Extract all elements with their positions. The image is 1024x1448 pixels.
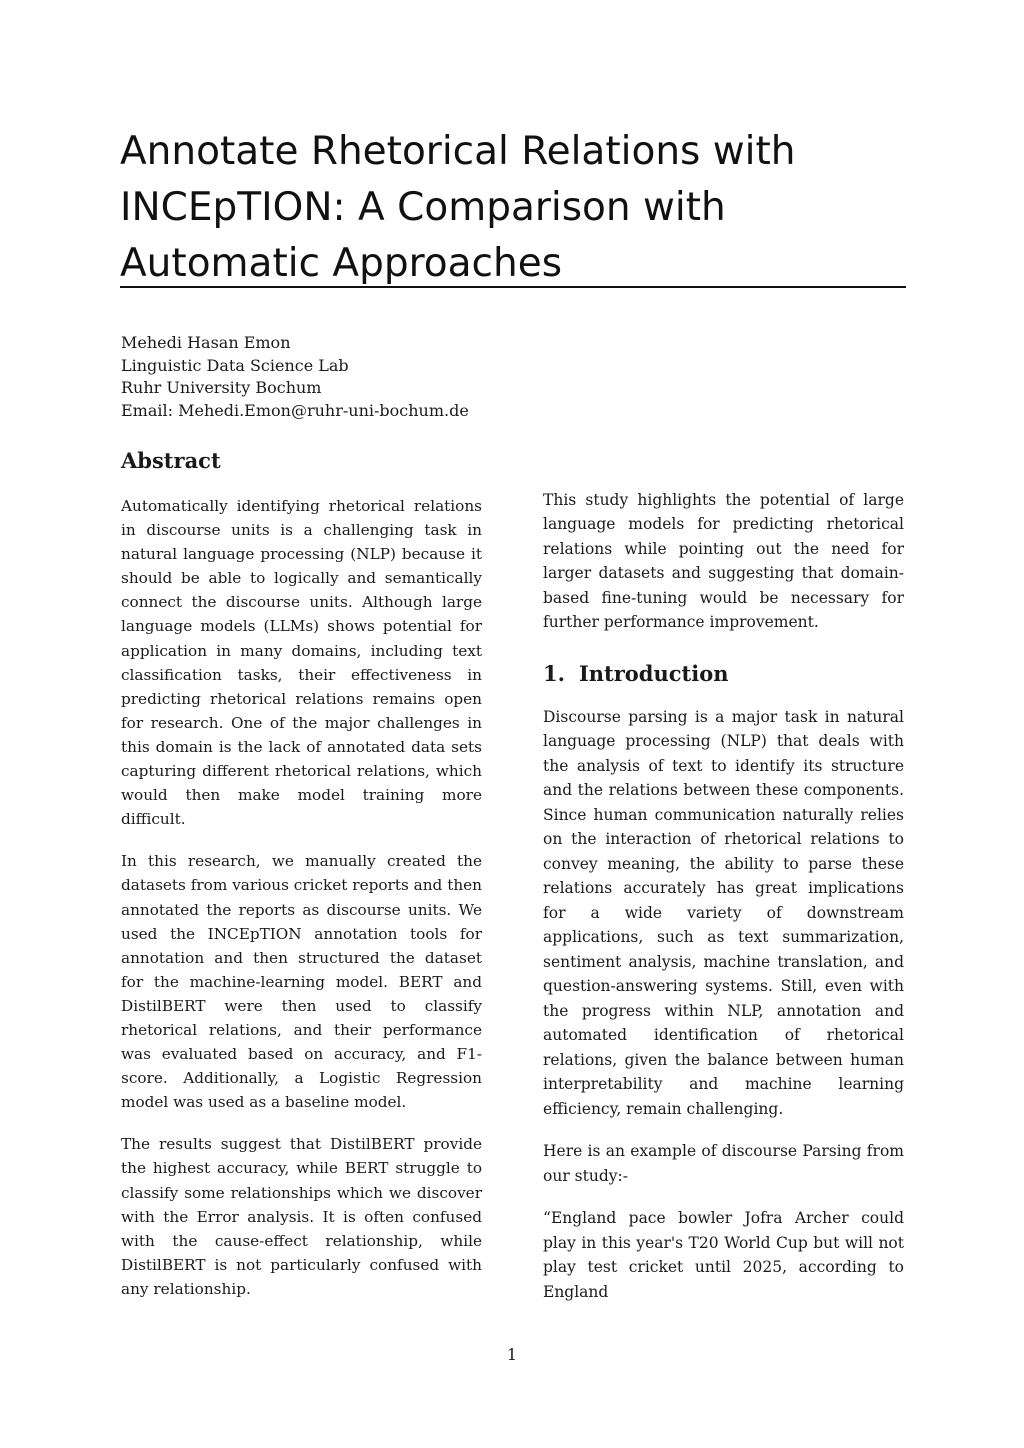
author-lab: Linguistic Data Science Lab	[121, 355, 349, 375]
left-column	[121, 494, 482, 1319]
page-number: 1	[506, 1345, 518, 1364]
title-line: Annotate Rhetorical Relations with	[120, 129, 796, 174]
title-line: INCEpTION: A Comparison with	[120, 185, 726, 230]
abstract-paragraph: The results suggest that DistilBERT provide the highest accuracy, while BERT struggle to classify some relationships which we discover with the Error analysis. It is often confused with the cause-effect relationship, while DistilBERT is not particularly confused with any relationship.	[121, 1135, 482, 1298]
title-line: Automatic Approaches	[120, 241, 563, 286]
paper-title	[120, 124, 906, 292]
title-divider	[120, 286, 906, 288]
abstract-paragraph: Automatically identifying rhetorical relations in discourse units is a challenging task in natural language processing (NLP) because it should be able to logically and semantically connect the discourse units. Although large language models (LLMs) shows potential for application in many domains, including text classification tasks, their effectiveness in predicting rhetorical relations remains open for research. One of the major challenges in this domain is the lack of annotated data sets capturing different rhetorical relations, which would then make model training more difficult.	[121, 497, 482, 829]
abstract-heading: Abstract	[121, 448, 221, 473]
author-email: Email: Mehedi.Emon@ruhr-uni-bochum.de	[121, 400, 469, 420]
author-info	[121, 332, 621, 422]
introduction-heading	[543, 659, 904, 689]
introduction-paragraph: Here is an example of discourse Parsing from our study:-	[543, 1142, 904, 1185]
right-column	[543, 488, 904, 1322]
abstract-paragraph: In this research, we manually created the datasets from various cricket reports and then annotated the reports as discourse units. We used the INCEpTION annotation tools for annotation and then structured the dataset for the machine-learning model. BERT and DistilBERT were then used to classify rhetorical relations, and their performance was evaluated based on accuracy, and F1-score. Additionally, a Logistic Regression model was used as a baseline model.	[121, 852, 482, 1112]
author-name: Mehedi Hasan Emon	[121, 333, 291, 352]
example-quote: “England pace bowler Jofra Archer could play in this year's T20 World Cup but will not play test cricket until 2025, according to England	[543, 1209, 904, 1301]
section-number: 1.	[543, 660, 565, 686]
section-title: Introduction	[578, 660, 729, 686]
author-university: Ruhr University Bochum	[121, 378, 322, 397]
abstract-paragraph: This study highlights the potential of large language models for predicting rhetorical relations while pointing out the need for larger datasets and suggesting that domain-based fine-tuning would be necessary for further performance improvement.	[543, 491, 904, 632]
introduction-paragraph: Discourse parsing is a major task in natural language processing (NLP) that deals with the analysis of text to identify its structure and the relations between these components. Since human communication naturally relies on the interaction of rhetorical relations to convey meaning, the ability to parse these relations accurately has great implications for a wide variety of downstream applications, such as text summarization, sentiment analysis, machine translation, and question-answering systems. Still, even with the progress within NLP, annotation and automated identification of rhetorical relations, given the balance between human interpretability and machine learning efficiency, remain challenging.	[543, 707, 904, 1118]
